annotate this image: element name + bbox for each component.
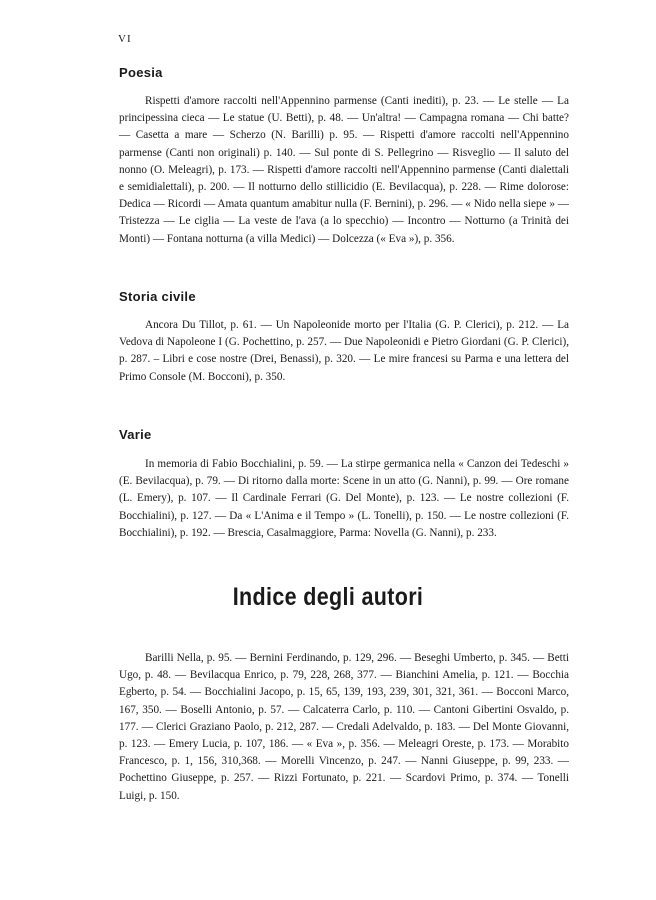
section-heading-storia-civile: Storia civile (119, 289, 196, 304)
section-heading-poesia: Poesia (119, 65, 163, 80)
section-body-varie: In memoria di Fabio Bocchialini, p. 59. — La stirpe germanica nella « Canzon dei Tedeschi » (E. Bevilacqua), p. 79. — Di ritorno dalla morte: Scene in un atto (G. Nanni), p. 99. — Ore romane (L. Emery), p. 107. — Il Cardinale Ferrari (G. Del Monte), p. 123. — Le nostre collezioni (F. Bocchialini), p. 127. — Da « L'Anima e il Tempo » (L. Tonelli), p. 150. — Le nostre collezioni (F. Bocchialini), p. 192. — Brescia, Casalmaggiore, Parma: Novella (G. Nanni), p. 233. (119, 458, 569, 539)
section-body-storia-civile: Ancora Du Tillot, p. 61. — Un Napoleonide morto per l'Italia (G. P. Clerici), p. 212. — La Vedova di Napoleone I (G. Pochettino, p. 257. — Due Napoleonidi e Pietro Giordani (G. P. Clerici), p. 287. – Libri e cose nostre (Drei, Benassi), p. 320. — Le mire francesi su Parma e una lettera del Primo Console (M. Bocconi), p. 350. (119, 319, 569, 383)
page-number: VI (118, 33, 132, 45)
authors-index-body: Barilli Nella, p. 95. — Bernini Ferdinando, p. 129, 296. — Beseghi Umberto, p. 345. — Betti Ugo, p. 48. — Bevilacqua Enrico, p. 79, 228, 268, 377. — Bianchini Amelia, p. 121. — Bocchia Egberto, p. 54. — Bocchialini Jacopo, p. 15, 65, 139, 193, 239, 301, 321, 361. — Bocconi Marco, 167, 350. — Boselli Antonio, p. 57. — Calcaterra Carlo, p. 110. — Cantoni Gibertini Osvaldo, p. 177. — Clerici Graziano Paolo, p. 212, 287. — Credali Adelvaldo, p. 183. — Del Monte Giovanni, p. 123. — Emery Lucia, p. 107, 186. — « Eva », p. 356. — Meleagri Oreste, p. 173. — Morabito Francesco, p. 1, 156, 310,368. — Morelli Vincenzo, p. 247. — Nanni Giuseppe, p. 99, 233. — Pochettino Giuseppe, p. 257. — Rizzi Fortunato, p. 221. — Scardovi Primo, p. 374. — Tonelli Luigi, p. 150. (119, 652, 569, 802)
authors-index-title: Indice degli autori (232, 583, 424, 611)
section-heading-varie: Varie (119, 427, 152, 442)
section-body-poesia: Rispetti d'amore raccolti nell'Appennino parmense (Canti inediti), p. 23. — Le stelle — La principessina cieca — Le statue (U. Betti), p. 48. — Un'altra! — Campagna romana — Chi batte? — Casetta a mare — Scherzo (N. Barilli) p. 95. — Rispetti d'amore raccolti nell'Appennino parmense (Canti non originali) p. 140. — Sul ponte di S. Pellegrino — Risveglio — Il saluto del nonno (O. Meleagri), p. 173. — Rispetti d'amore raccolti nell'Appennino parmense (Canti dialettali e semidialettali), p. 200. — Il notturno dello stillicidio (E. Bevilacqua), p. 228. — Rime dolorose: Dedica — Ricordi — Amata quantum amabitur nulla (F. Bernini), p. 296. — « Nido nella siepe » — Tristezza — Le ciglia — La veste de l'ava (a lo specchio) — Incontro — Notturno (a Trinità dei Monti) — Fontana notturna (a villa Medici) — Dolcezza (« Eva »), p. 356. (119, 95, 569, 245)
